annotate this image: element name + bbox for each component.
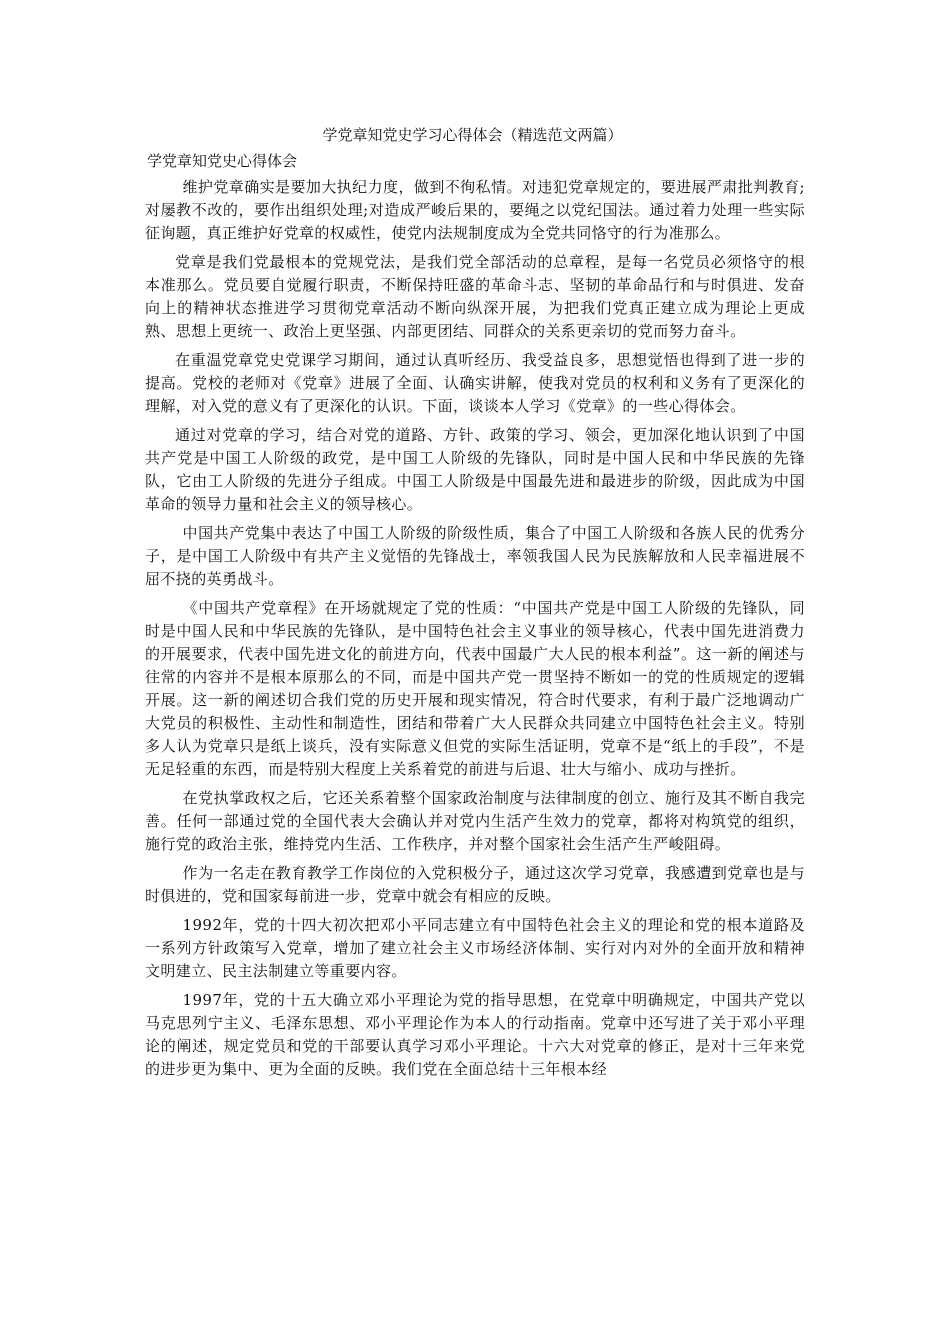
paragraph: 《中国共产党章程》在开场就规定了党的性质：“中国共产党是中国工人阶级的先锋队，同时是中国人民和中华民族的先锋队，是中国特色社会主义事业的领导核心，代表中国先进消费力的开展要求，代表中国先进文化的前进方向，代表中国最广大人民的根本利益”。这一新的阐述与往常的内容并不是根本原那么的不同，而是中国共产党一贯坚持不断如一的党的性质规定的逻辑开展。这一新的阐述切合我们党的历史开展和现实情况，符合时代要求，有利于最广泛地调动广大党员的积极性、主动性和制造性，团结和带着广大人民群众共同建立中国特色社会主义。特别多人认为党章只是纸上谈兵，没有实际意义但党的实际生活证明，党章不是“纸上的手段”，不是无足轻重的东西，而是特别大程度上关系着党的前进与后退、壮大与缩小、成功与挫折。 — [145, 599, 805, 778]
paragraph: 党章是我们党最根本的党规党法，是我们党全部活动的总章程，是每一名党员必须恪守的根本准那么。党员要自觉履行职责，不断保持旺盛的革命斗志、坚韧的革命品行和与时俱进、发奋向上的精神状态推进学习贯彻党章活动不断向纵深开展，为把我们党真正建立成为理论上更成熟、思想上更统一、政治上更坚强、内部更团结、同群众的关系更亲切的党而努力奋斗。 — [145, 253, 805, 340]
paragraph: 在重温党章党史党课学习期间，通过认真听经历、我受益良多，思想觉悟也得到了进一步的提高。党校的老师对《党章》进展了全面、认确实讲解，使我对党员的权利和义务有了更深化的理解，对入党的意义有了更深化的认识。下面，谈谈本人学习《党章》的一些心得体会。 — [145, 351, 805, 415]
paragraph: 1992年，党的十四大初次把邓小平同志建立有中国特色社会主义的理论和党的根本道路及一系列方针政策写入党章，增加了建立社会主义市场经济体制、实行对内对外的全面开放和精神文明建立、民主法制建立等重要内容。 — [145, 916, 805, 980]
paragraph: 中国共产党集中表达了中国工人阶级的阶级性质，集合了中国工人阶级和各族人民的优秀分子，是中国工人阶级中有共产主义觉悟的先锋战士，率领我国人民为民族解放和人民幸福进展不屈不挠的英勇战斗。 — [145, 524, 805, 588]
document-subtitle: 学党章知党史心得体会 — [147, 152, 298, 170]
paragraph: 维护党章确实是要加大执纪力度，做到不徇私情。对违犯党章规定的，要进展严肃批判教育;对屡教不改的，要作出组织处理;对造成严峻后果的，要绳之以党纪国法。通过着力处理一些实际征询题，真正维护好党章的权威性，使党内法规制度成为全党共同恪守的行为准那么。 — [145, 178, 805, 242]
paragraph: 通过对党章的学习，结合对党的道路、方针、政策的学习、领会，更加深化地认识到了中国共产党是中国工人阶级的政党，是中国工人阶级的先锋队，同时是中国人民和中华民族的先锋队，它由工人阶级的先进分子组成。中国工人阶级是中国最先进和最进步的阶级，因此成为中国革命的领导力量和社会主义的领导核心。 — [145, 426, 805, 513]
document-body — [145, 176, 805, 1087]
paragraph: 1997年，党的十五大确立邓小平理论为党的指导思想，在党章中明确规定，中国共产党以马克思列宁主义、毛泽东思想、邓小平理论作为本人的行动指南。党章中还写进了关于邓小平理论的阐述，规定党员和党的干部要认真学习邓小平理论。十六大对党章的修正，是对十三年来党的进步更为集中、更为全面的反映。我们党在全面总结十三年根本经 — [145, 991, 805, 1078]
paragraph: 在党执掌政权之后，它还关系着整个国家政治制度与法律制度的创立、施行及其不断自我完善。任何一部通过党的全国代表大会确认并对党内生活产生效力的党章，都将对构筑党的组织，施行党的政治主张，维持党内生活、工作秩序，并对整个国家社会生活产生严峻阻碍。 — [145, 789, 805, 853]
paragraph: 作为一名走在教育教学工作岗位的入党积极分子，通过这次学习党章，我感遭到党章也是与时俱进的，党和国家每前进一步，党章中就会有相应的反映。 — [145, 864, 805, 905]
document-title: 学党章知党史学习心得体会（精选范文两篇） — [322, 126, 623, 144]
